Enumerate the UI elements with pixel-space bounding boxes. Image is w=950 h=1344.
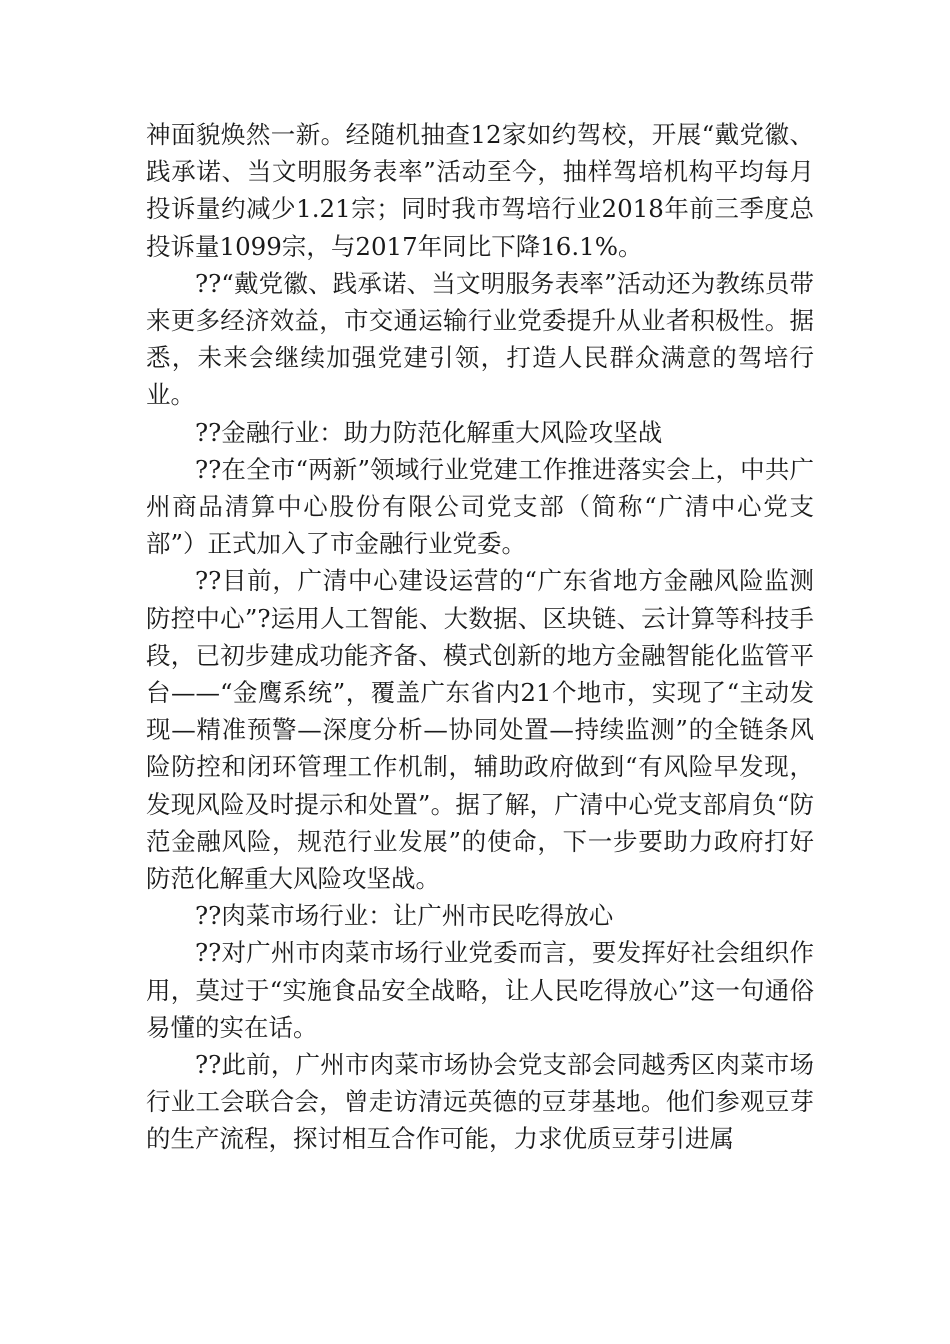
section-heading-finance: ??金融行业：助力防范化解重大风险攻坚战 (195, 417, 663, 447)
paragraph-6: ??此前，广州市肉菜市场协会党支部会同越秀区肉菜市场行业工会联合会，曾走访清远英德的豆芽基地。他们参观豆芽的生产流程，探讨相互合作可能，力求优质豆芽引进属 (146, 1050, 814, 1154)
paragraph-5: ??对广州市肉菜市场行业党委而言，要发挥好社会组织作用，莫过于“实施食品安全战略，让人民吃得放心”这一句通俗易懂的实在话。 (146, 938, 814, 1042)
paragraph-2: ??“戴党徽、践承诺、当文明服务表率”活动还为教练员带来更多经济效益，市交通运输行业党委提升从业者积极性。据悉，未来会继续加强党建引领，打造人民群众满意的驾培行业。 (146, 268, 814, 410)
section-heading-market: ??肉菜市场行业：让广州市民吃得放心 (195, 901, 614, 931)
paragraph-4: ??目前，广清中心建设运营的“广东省地方金融风险监测防控中心”?运用人工智能、大数据、区块链、云计算等科技手段，已初步建成功能齐备、模式创新的地方金融智能化监管平台——“金鹰系统”，覆盖广东省内21个地市，实现了“主动发现—精准预警—深度分析—协同处置—持续监测”的全链条风险防控和闭环管理工作机制，辅助政府做到“有风险早发现，发现风险及时提示和处置”。据了解，广清中心党支部肩负“防范金融风险，规范行业发展”的使命，下一步要助力政府打好防范化解重大风险攻坚战。 (146, 566, 814, 894)
paragraph-3: ??在全市“两新”领域行业党建工作推进落实会上，中共广州商品清算中心股份有限公司党支部（简称“广清中心党支部”）正式加入了市金融行业党委。 (146, 454, 814, 559)
document-body (146, 116, 814, 1158)
paragraph-1: 神面貌焕然一新。经随机抽查12家如约驾校，开展“戴党徽、践承诺、当文明服务表率”活动至今，抽样驾培机构平均每月投诉量约减少1.21宗；同时我市驾培行业2018年前三季度总投诉量1099宗，与2017年同比下降16.1%。 (146, 120, 814, 261)
